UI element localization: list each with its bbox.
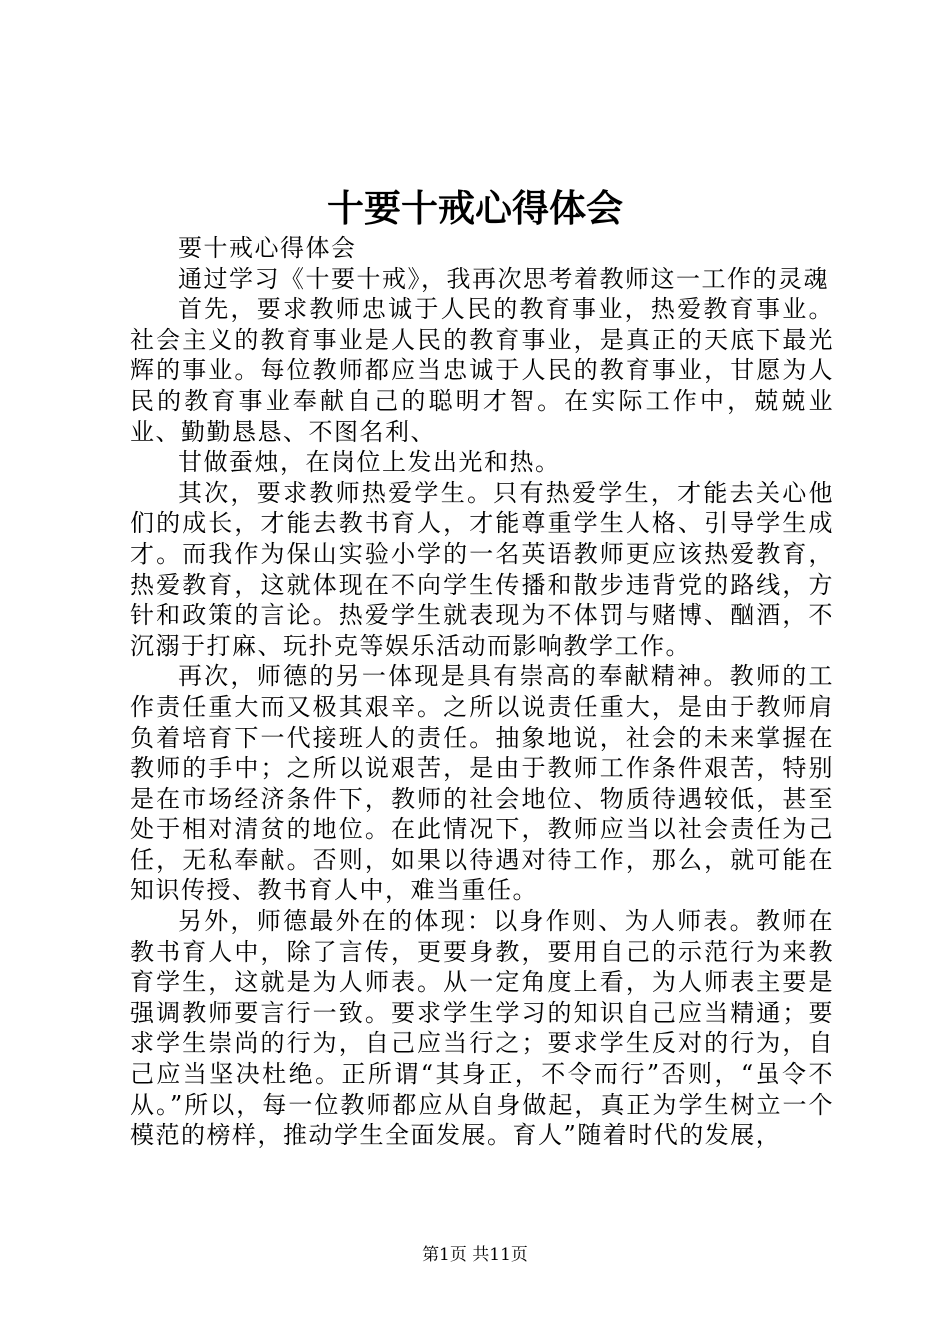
document-body	[130, 233, 834, 1151]
paragraph-first: 首先，要求教师忠诚于人民的教育事业，热爱教育事业。社会主义的教育事业是人民的教育事业，是真正的天底下最光辉的事业。每位教师都应当忠诚于人民的教育事业，甘愿为人民的教育事业奉献自己的聪明才智。在实际工作中，兢兢业业、勤勤恳恳、不图名利、	[130, 295, 834, 446]
paragraph-second: 其次，要求教师热爱学生。只有热爱学生，才能去关心他们的成长，才能去教书育人，才能尊重学生人格、引导学生成才。而我作为保山实验小学的一名英语教师更应该热爱教育，热爱教育，这就体现在不向学生传播和散步违背党的路线，方针和政策的言论。热爱学生就表现为不体罚与赌博、酗酒，不沉溺于打麻、玩扑克等娱乐活动而影响教学工作。	[130, 478, 834, 660]
page-number-footer: 第1页 共11页	[422, 1245, 528, 1265]
paragraph-third: 再次，师德的另一体现是具有崇高的奉献精神。教师的工作责任重大而又极其艰辛。之所以说责任重大，是由于教师肩负着培育下一代接班人的责任。抽象地说，社会的未来掌握在教师的手中；之所以说艰苦，是由于教师工作条件艰苦，特别是在市场经济条件下，教师的社会地位、物质待遇较低，甚至处于相对清贫的地位。在此情况下，教师应当以社会责任为己任，无私奉献。否则，如果以待遇对待工作，那么，就可能在知识传授、教书育人中，难当重任。	[130, 662, 834, 905]
paragraph-intro: 通过学习《十要十戒》，我再次思考着教师这一工作的灵魂	[178, 264, 829, 293]
document-title: 十要十戒心得体会	[327, 186, 623, 230]
paragraph-fourth: 另外，师德最外在的体现：以身作则、为人师表。教师在教书育人中，除了言传，更要身教，要用自己的示范行为来教育学生，这就是为人师表。从一定角度上看，为人师表主要是强调教师要言行一致。要求学生学习的知识自己应当精通；要求学生崇尚的行为，自己应当行之；要求学生反对的行为，自己应当坚决杜绝。正所谓“其身正，不令而行”否则，“虽令不从。”所以，每一位教师都应从自身做起，真正为学生树立一个模范的榜样，推动学生全面发展。育人”随着时代的发展，	[130, 907, 834, 1150]
paragraph-first-continued: 甘做蚕烛，在岗位上发出光和热。	[178, 448, 561, 477]
paragraph-subtitle: 要十戒心得体会	[178, 234, 357, 262]
